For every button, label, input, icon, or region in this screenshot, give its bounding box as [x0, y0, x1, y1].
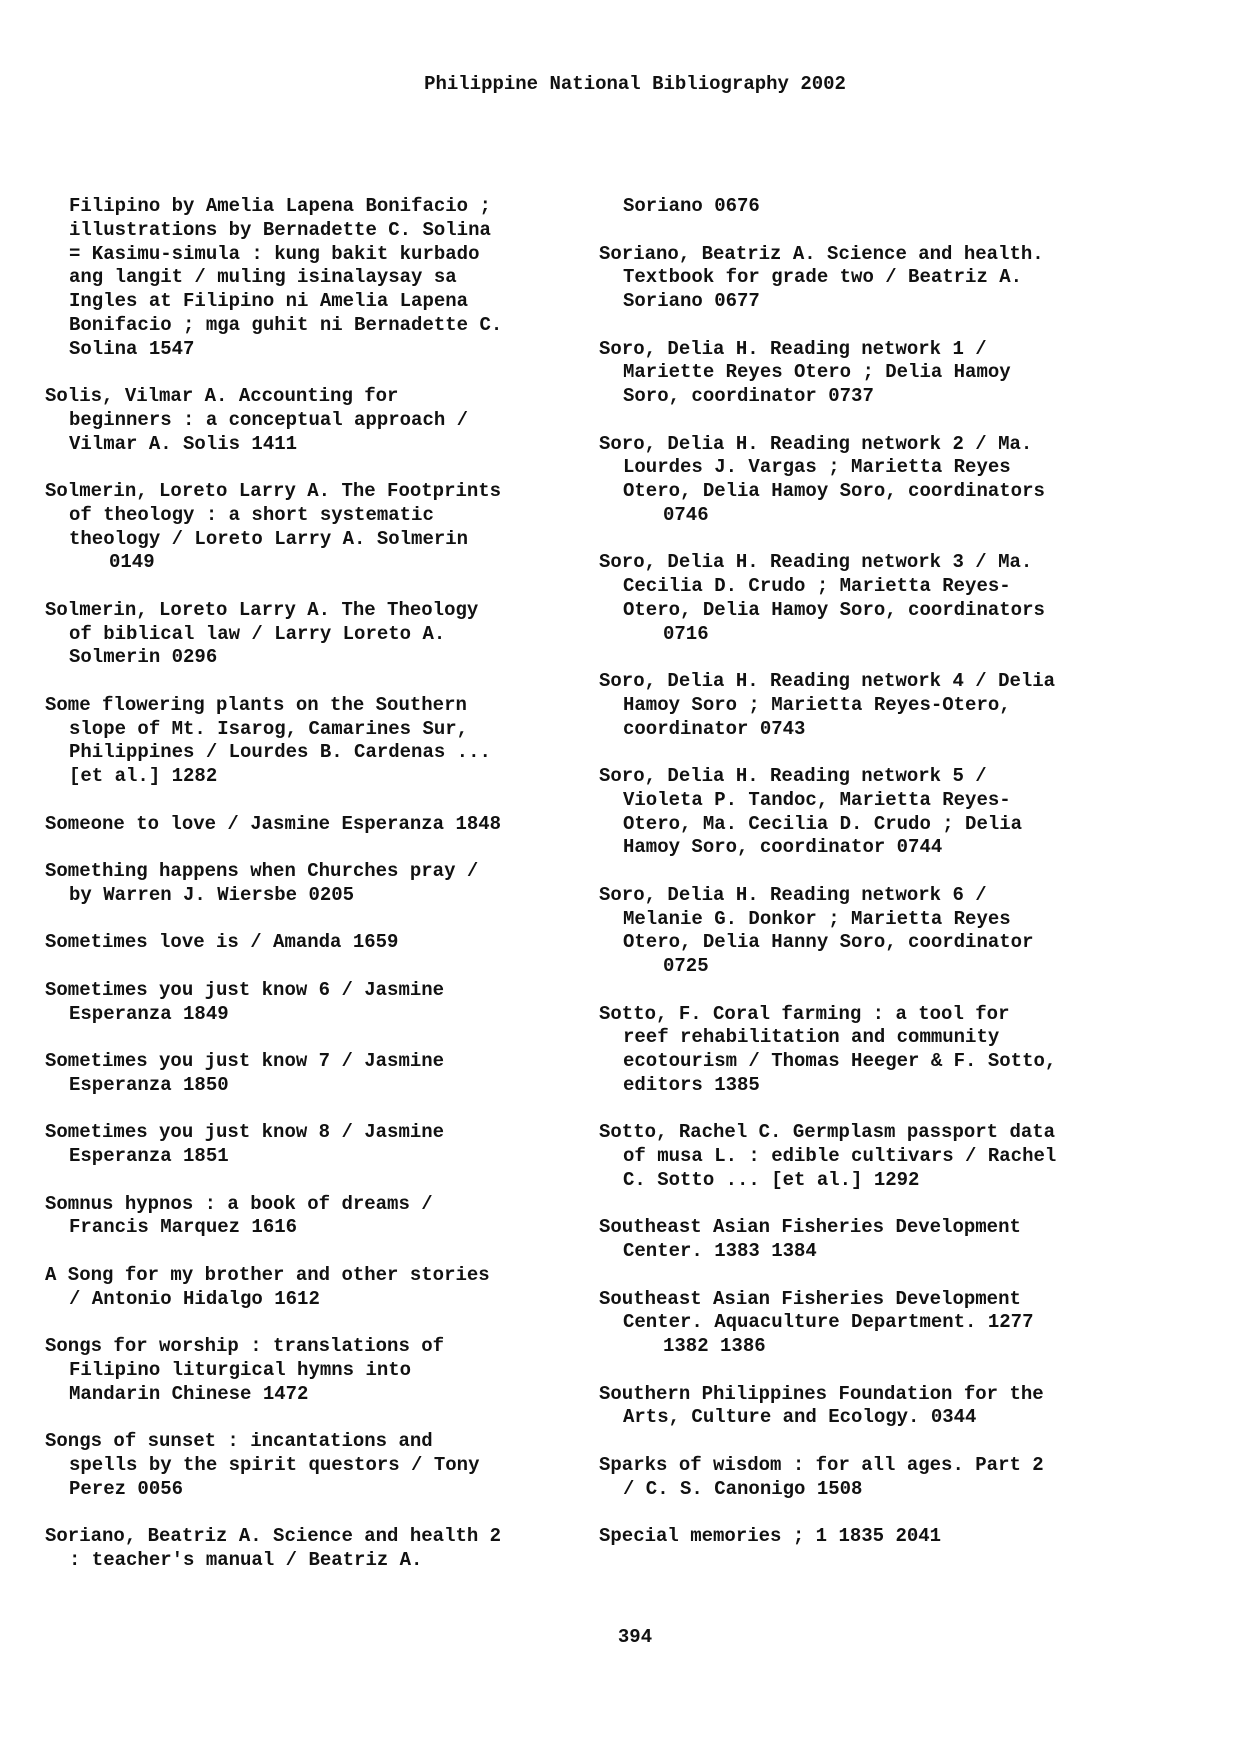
- bibliography-entry: [45, 1335, 565, 1406]
- entry-line: Ingles at Filipino ni Amelia Lapena: [69, 290, 469, 312]
- bibliography-entry: [45, 1121, 565, 1169]
- entry-line: coordinator 0743: [623, 717, 806, 740]
- entry-line: Francis Marquez 1616: [69, 1216, 298, 1239]
- bibliography-entry: [45, 480, 565, 575]
- bibliography-entry: [45, 931, 565, 955]
- bibliography-entry: [45, 979, 565, 1027]
- bibliography-entry: [45, 1525, 565, 1573]
- entry-line: Perez 0056: [69, 1477, 184, 1500]
- bibliography-entry: [45, 1430, 565, 1501]
- entry-line: slope of Mt. Isarog, Camarines Sur,: [69, 717, 469, 740]
- bibliography-entry: [45, 1193, 565, 1241]
- bibliography-entry: [599, 1216, 1159, 1264]
- entry-line: 0149: [109, 551, 155, 574]
- entry-line: Somnus hypnos : a book of dreams /: [45, 1192, 433, 1215]
- entry-line: Otero, Delia Hanny Soro, coordinator: [623, 931, 1034, 954]
- bibliography-entry: [45, 860, 565, 908]
- entry-line: Center. Aquaculture Department. 1277: [623, 1311, 1034, 1334]
- entry-line: Soriano, Beatriz A. Science and health 2: [45, 1525, 502, 1547]
- entry-line: Hamoy Soro, coordinator 0744: [623, 836, 943, 859]
- entry-line: Sotto, Rachel C. Germplasm passport data: [599, 1121, 1056, 1144]
- entry-line: Some flowering plants on the Southern: [45, 693, 467, 716]
- entry-line: Southeast Asian Fisheries Development: [599, 1287, 1021, 1310]
- bibliography-entry: [45, 813, 565, 837]
- entry-line: Esperanza 1850: [69, 1073, 229, 1096]
- entry-line: Songs for worship : translations of: [45, 1335, 445, 1357]
- entry-line: of biblical law / Larry Loreto A.: [69, 622, 446, 645]
- entry-line: Vilmar A. Solis 1411: [69, 432, 298, 455]
- entry-line: Otero, Delia Hamoy Soro, coordinators: [623, 480, 1045, 502]
- bibliography-entry: [599, 195, 1159, 219]
- entry-line: Center. 1383 1384: [623, 1240, 817, 1262]
- entry-line: Southeast Asian Fisheries Development: [599, 1216, 1021, 1239]
- entry-line: 0716: [663, 622, 709, 645]
- entry-line: Violeta P. Tandoc, Marietta Reyes-: [623, 788, 1011, 811]
- bibliography-entry: [45, 385, 565, 456]
- entry-line: 0725: [663, 955, 709, 977]
- entry-line: Esperanza 1851: [69, 1145, 229, 1167]
- entry-line: of theology : a short systematic: [69, 503, 434, 526]
- entry-line: by Warren J. Wiersbe 0205: [69, 883, 355, 906]
- bibliography-entry: [45, 1264, 565, 1312]
- entry-line: Solina 1547: [69, 337, 195, 360]
- bibliography-entry: [599, 670, 1159, 741]
- entry-line: Cecilia D. Crudo ; Marietta Reyes-: [623, 575, 1011, 597]
- page-header: Philippine National Bibliography 2002: [424, 73, 846, 95]
- entry-line: Bonifacio ; mga guhit ni Bernadette C.: [69, 313, 503, 336]
- bibliography-entry: [599, 338, 1159, 409]
- entry-line: Esperanza 1849: [69, 1002, 229, 1025]
- entry-line: : teacher's manual / Beatriz A.: [69, 1548, 423, 1571]
- entry-line: editors 1385: [623, 1073, 760, 1096]
- entry-line: Soriano, Beatriz A. Science and health.: [599, 242, 1044, 265]
- bibliography-entry: [599, 551, 1159, 646]
- entry-line: Mandarin Chinese 1472: [69, 1382, 309, 1405]
- page-number: 394: [617, 1626, 653, 1648]
- entry-line: Solmerin 0296: [69, 646, 218, 669]
- entry-line: Solmerin, Loreto Larry A. The Theology: [45, 598, 479, 621]
- bibliography-entry: [599, 765, 1159, 860]
- bibliography-entry: [599, 1383, 1159, 1431]
- entry-line: beginners : a conceptual approach /: [69, 408, 469, 431]
- entry-line: Soriano 0677: [623, 290, 760, 312]
- bibliography-entry: [599, 433, 1159, 528]
- bibliography-column-right: [599, 195, 1159, 1573]
- entry-line: Someone to love / Jasmine Esperanza 1848: [45, 812, 502, 835]
- entry-line: Southern Philippines Foundation for the: [599, 1382, 1044, 1405]
- entry-line: Soro, Delia H. Reading network 5 /: [599, 765, 987, 787]
- entry-line: Filipino by Amelia Lapena Bonifacio ;: [69, 195, 491, 217]
- entry-line: 1382 1386: [663, 1335, 766, 1357]
- entry-line: Otero, Delia Hamoy Soro, coordinators: [623, 598, 1045, 621]
- bibliography-column-left: [45, 195, 565, 1596]
- bibliography-entry: [599, 1121, 1159, 1192]
- entry-line: Something happens when Churches pray /: [45, 860, 479, 882]
- entry-line: Otero, Ma. Cecilia D. Crudo ; Delia: [623, 812, 1023, 835]
- entry-line: of musa L. : edible cultivars / Rachel: [623, 1145, 1057, 1167]
- bibliography-entry: [599, 884, 1159, 979]
- entry-line: ecotourism / Thomas Heeger & F. Sotto,: [623, 1050, 1057, 1072]
- entry-line: theology / Loreto Larry A. Solmerin: [69, 527, 469, 550]
- entry-line: Soro, Delia H. Reading network 4 / Delia: [599, 670, 1056, 692]
- entry-line: / C. S. Canonigo 1508: [623, 1477, 863, 1500]
- bibliography-entry: [599, 1454, 1159, 1502]
- entry-line: reef rehabilitation and community: [623, 1026, 1000, 1049]
- entry-line: Mariette Reyes Otero ; Delia Hamoy: [623, 361, 1011, 384]
- entry-line: Songs of sunset : incantations and: [45, 1430, 433, 1452]
- entry-line: Arts, Culture and Ecology. 0344: [623, 1406, 977, 1429]
- bibliography-entry: [599, 1003, 1159, 1098]
- entry-line: Soro, Delia H. Reading network 1 /: [599, 337, 987, 360]
- entry-line: Lourdes J. Vargas ; Marietta Reyes: [623, 456, 1011, 479]
- entry-line: Hamoy Soro ; Marietta Reyes-Otero,: [623, 693, 1011, 716]
- entry-line: C. Sotto ... [et al.] 1292: [623, 1168, 920, 1191]
- entry-line: Philippines / Lourdes B. Cardenas ...: [69, 741, 491, 764]
- entry-line: Sometimes love is / Amanda 1659: [45, 931, 399, 954]
- entry-line: A Song for my brother and other stories: [45, 1263, 490, 1286]
- entry-line: spells by the spirit questors / Tony: [69, 1453, 480, 1476]
- entry-line: Special memories ; 1 1835 2041: [599, 1525, 942, 1547]
- bibliography-entry: [599, 1525, 1159, 1549]
- entry-line: Textbook for grade two / Beatriz A.: [623, 266, 1023, 289]
- bibliography-entry: [45, 599, 565, 670]
- entry-line: 0746: [663, 503, 709, 526]
- bibliography-entry: [45, 1050, 565, 1098]
- entry-line: = Kasimu-simula : kung bakit kurbado: [69, 242, 480, 265]
- bibliography-entry: [599, 243, 1159, 314]
- entry-line: Sometimes you just know 6 / Jasmine: [45, 978, 445, 1001]
- entry-line: Sometimes you just know 7 / Jasmine: [45, 1050, 445, 1072]
- bibliography-entry: [45, 694, 565, 789]
- entry-line: [et al.] 1282: [69, 765, 218, 787]
- entry-line: Soro, Delia H. Reading network 3 / Ma.: [599, 551, 1033, 574]
- entry-line: ang langit / muling isinalaysay sa: [69, 266, 457, 289]
- entry-line: Solmerin, Loreto Larry A. The Footprints: [45, 480, 502, 502]
- entry-line: Filipino liturgical hymns into: [69, 1358, 412, 1381]
- entry-line: Melanie G. Donkor ; Marietta Reyes: [623, 907, 1011, 930]
- entry-line: Sotto, F. Coral farming : a tool for: [599, 1002, 1010, 1025]
- entry-line: Solis, Vilmar A. Accounting for: [45, 385, 399, 407]
- entry-line: Sparks of wisdom : for all ages. Part 2: [599, 1453, 1044, 1476]
- entry-line: / Antonio Hidalgo 1612: [69, 1287, 320, 1310]
- entry-line: Soro, Delia H. Reading network 6 /: [599, 883, 987, 906]
- entry-line: Soro, Delia H. Reading network 2 / Ma.: [599, 432, 1033, 455]
- entry-line: Sometimes you just know 8 / Jasmine: [45, 1121, 445, 1144]
- entry-line: Soriano 0676: [623, 195, 760, 217]
- entry-line: Soro, coordinator 0737: [623, 385, 874, 407]
- bibliography-entry: [45, 195, 565, 361]
- bibliography-entry: [599, 1288, 1159, 1359]
- entry-line: illustrations by Bernadette C. Solina: [69, 218, 491, 241]
